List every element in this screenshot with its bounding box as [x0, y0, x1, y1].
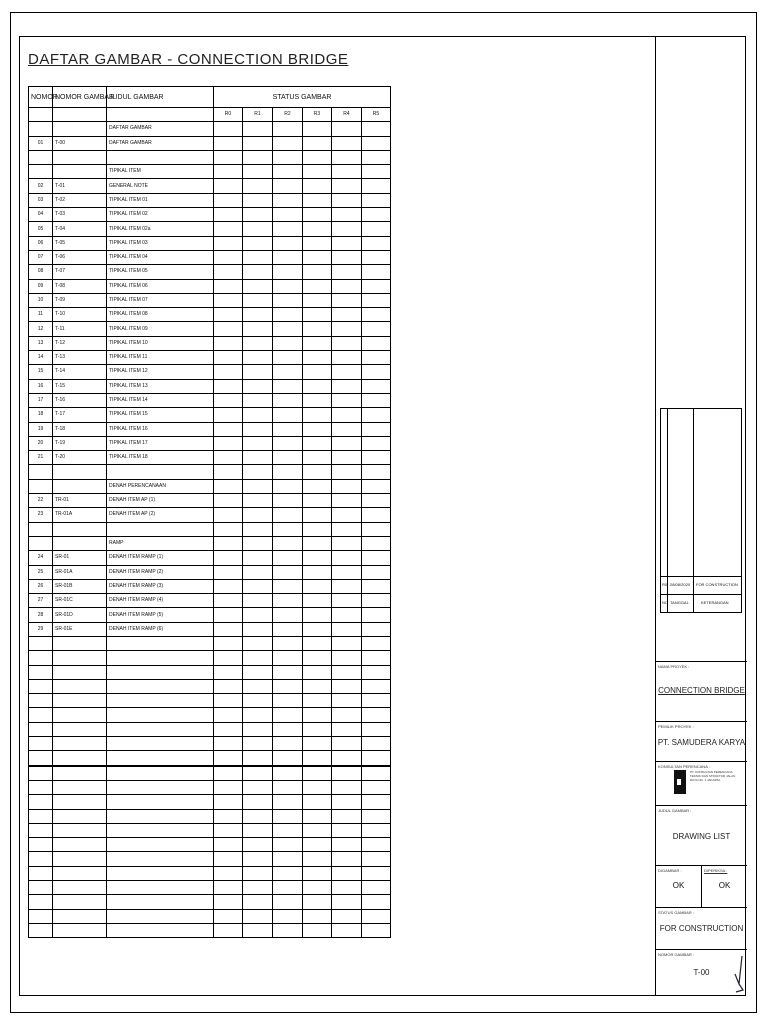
table-row [29, 193, 391, 207]
row-drawing-number: SR-01 [53, 551, 107, 565]
table-row [29, 579, 391, 593]
drawing-title-block [656, 805, 747, 865]
table-row [29, 708, 391, 722]
table-row [29, 737, 391, 751]
row-number: 19 [29, 422, 53, 436]
drawn-label: DIGAMBAR : [658, 868, 682, 873]
row-drawing-title: TIPIKAL ITEM 10 [107, 336, 214, 350]
drawing-title: DRAWING LIST [672, 832, 731, 841]
row-number: 26 [29, 579, 53, 593]
table-row [29, 136, 391, 150]
row-number: 25 [29, 565, 53, 579]
table-row [29, 279, 391, 293]
row-number: 08 [29, 265, 53, 279]
row-drawing-number: T-03 [53, 208, 107, 222]
status-code: R2 [273, 108, 303, 122]
table-row [29, 923, 391, 937]
row-number: 03 [29, 193, 53, 207]
table-row [29, 694, 391, 708]
header-nomor-gambar: NOMOR GAMBAR [53, 87, 107, 108]
row-number [29, 165, 53, 179]
table-row [29, 508, 391, 522]
row-drawing-number: T-07 [53, 265, 107, 279]
row-number [29, 150, 53, 164]
row-drawing-number [53, 465, 107, 479]
row-number: 13 [29, 336, 53, 350]
row-number [29, 536, 53, 550]
table-row [29, 809, 391, 823]
row-drawing-number: T-13 [53, 351, 107, 365]
row-drawing-title: TIPIKAL ITEM 04 [107, 250, 214, 264]
table-row [29, 766, 391, 781]
row-drawing-number: SR-01E [53, 622, 107, 636]
row-number [29, 479, 53, 493]
table-row [29, 608, 391, 622]
table-row [29, 651, 391, 665]
table-row [29, 665, 391, 679]
table-row [29, 494, 391, 508]
table-row [29, 365, 391, 379]
consultant-label: KONSULTAN PERENCANA : [658, 764, 710, 769]
row-drawing-number: T-04 [53, 222, 107, 236]
row-number [29, 465, 53, 479]
table-row [29, 881, 391, 895]
table-row [29, 522, 391, 536]
row-number [29, 122, 53, 136]
row-drawing-number: T-18 [53, 422, 107, 436]
consultant-block [656, 761, 747, 805]
table-row [29, 150, 391, 164]
drawing-number: T-00 [693, 968, 710, 977]
row-drawing-title [107, 522, 214, 536]
status-value: FOR CONSTRUCTION [659, 924, 744, 933]
row-drawing-number: T-15 [53, 379, 107, 393]
row-drawing-title: TIPIKAL ITEM 13 [107, 379, 214, 393]
row-drawing-title: TIPIKAL ITEM 09 [107, 322, 214, 336]
consultant-logo [674, 770, 686, 794]
row-drawing-title: RAMP [107, 536, 214, 550]
table-row [29, 436, 391, 450]
row-drawing-title: DENAH ITEM RAMP (2) [107, 565, 214, 579]
drawn-value: OK [672, 881, 685, 890]
row-number: 01 [29, 136, 53, 150]
table-row [29, 679, 391, 693]
table-row [29, 536, 391, 550]
row-drawing-number: TR-01 [53, 494, 107, 508]
table-row [29, 250, 391, 264]
row-drawing-number: SR-01B [53, 579, 107, 593]
table-row [29, 795, 391, 809]
row-drawing-number: T-08 [53, 279, 107, 293]
row-drawing-number: T-00 [53, 136, 107, 150]
rev-no-header: NO [662, 600, 668, 605]
owner-block [656, 721, 747, 761]
row-drawing-number: T-09 [53, 293, 107, 307]
rev-desc-header: KETERANGAN [701, 600, 729, 605]
row-drawing-title: DENAH ITEM RAMP (4) [107, 594, 214, 608]
table-row [29, 636, 391, 650]
checked-label: DIPERIKSA : [704, 868, 728, 873]
table-row [29, 222, 391, 236]
row-number: 23 [29, 508, 53, 522]
row-drawing-number: T-05 [53, 236, 107, 250]
row-drawing-number: SR-01C [53, 594, 107, 608]
row-drawing-number [53, 165, 107, 179]
row-number: 12 [29, 322, 53, 336]
row-drawing-title: DENAH ITEM AP (1) [107, 494, 214, 508]
row-drawing-title: DENAH ITEM RAMP (3) [107, 579, 214, 593]
drawn-checked-block [656, 865, 747, 907]
owner-name: PT. SAMUDERA KARYA [657, 738, 746, 747]
row-drawing-title [107, 465, 214, 479]
row-drawing-number: T-06 [53, 250, 107, 264]
row-drawing-title: TIPIKAL ITEM 18 [107, 451, 214, 465]
row-drawing-title: TIPIKAL ITEM 17 [107, 436, 214, 450]
table-row [29, 122, 391, 136]
status-block [656, 907, 747, 949]
table-row [29, 594, 391, 608]
row-number: 11 [29, 308, 53, 322]
row-number: 18 [29, 408, 53, 422]
row-drawing-number: T-20 [53, 451, 107, 465]
row-drawing-number: T-19 [53, 436, 107, 450]
signature-icon [733, 954, 745, 996]
table-row [29, 265, 391, 279]
row-drawing-number [53, 479, 107, 493]
row-drawing-title: TIPIKAL ITEM 07 [107, 293, 214, 307]
status-code: R5 [362, 108, 391, 122]
row-drawing-number [53, 150, 107, 164]
table-row [29, 293, 391, 307]
row-number: 09 [29, 279, 53, 293]
row-drawing-title: TIPIKAL ITEM 05 [107, 265, 214, 279]
row-drawing-title: DAFTAR GAMBAR [107, 122, 214, 136]
row-drawing-number: SR-01A [53, 565, 107, 579]
table-row [29, 379, 391, 393]
number-label: NOMOR GAMBAR : [658, 952, 695, 957]
row-drawing-title: TIPIKAL ITEM 15 [107, 408, 214, 422]
table-row [29, 823, 391, 837]
row-number: 14 [29, 351, 53, 365]
status-code: R4 [332, 108, 362, 122]
row-drawing-title: TIPIKAL ITEM 12 [107, 365, 214, 379]
table-row [29, 780, 391, 794]
row-drawing-title [107, 150, 214, 164]
table-row [29, 336, 391, 350]
table-row [29, 479, 391, 493]
row-number: 16 [29, 379, 53, 393]
header-judul-gambar: JUDUL GAMBAR [107, 87, 214, 108]
consultant-text: PT. KONSULTAN PERENCANA TEKNIK DAN STRUKTUR JALAN RAYA NO. 1 JAKARTA [690, 770, 736, 782]
revision-table [660, 408, 742, 613]
row-drawing-title: TIPIKAL ITEM 06 [107, 279, 214, 293]
row-drawing-number: T-10 [53, 308, 107, 322]
table-row [29, 236, 391, 250]
row-number: 29 [29, 622, 53, 636]
row-drawing-number: T-01 [53, 179, 107, 193]
row-number: 02 [29, 179, 53, 193]
row-number: 05 [29, 222, 53, 236]
row-drawing-title: TIPIKAL ITEM 16 [107, 422, 214, 436]
table-row [29, 622, 391, 636]
row-drawing-title: DENAH ITEM RAMP (1) [107, 551, 214, 565]
row-drawing-number [53, 122, 107, 136]
row-drawing-title: DAFTAR GAMBAR [107, 136, 214, 150]
row-drawing-number: T-14 [53, 365, 107, 379]
row-number: 15 [29, 365, 53, 379]
number-block [656, 949, 747, 997]
table-row [29, 465, 391, 479]
table-row [29, 322, 391, 336]
checked-value: OK [718, 881, 731, 890]
row-drawing-number [53, 536, 107, 550]
rev-desc: FOR CONSTRUCTION [696, 582, 738, 587]
row-number: 06 [29, 236, 53, 250]
row-drawing-title: TIPIKAL ITEM 02a [107, 222, 214, 236]
row-number [29, 522, 53, 536]
row-number: 10 [29, 293, 53, 307]
row-drawing-number: T-17 [53, 408, 107, 422]
row-drawing-title: GENERAL NOTE [107, 179, 214, 193]
project-name: CONNECTION BRIDGE [658, 686, 745, 695]
table-row [29, 308, 391, 322]
header-status-gambar: STATUS GAMBAR [214, 87, 391, 108]
row-number: 24 [29, 551, 53, 565]
row-number: 07 [29, 250, 53, 264]
row-drawing-title: DENAH ITEM RAMP (6) [107, 622, 214, 636]
rev-no: R0 [662, 582, 668, 587]
table-row [29, 408, 391, 422]
table-row [29, 451, 391, 465]
row-drawing-title: TIPIKAL ITEM [107, 165, 214, 179]
row-drawing-title: DENAH PERENCANAAN [107, 479, 214, 493]
row-drawing-title: DENAH ITEM RAMP (5) [107, 608, 214, 622]
header-nomor: NOMOR [29, 87, 53, 108]
rev-date-header: TANGGAL [670, 600, 689, 605]
row-number: 28 [29, 608, 53, 622]
table-row [29, 895, 391, 909]
status-label: STATUS GAMBAR : [658, 910, 694, 915]
table-row [29, 351, 391, 365]
row-number: 04 [29, 208, 53, 222]
table-row [29, 866, 391, 880]
table-row [29, 208, 391, 222]
row-drawing-number [53, 522, 107, 536]
row-drawing-title: TIPIKAL ITEM 14 [107, 393, 214, 407]
table-row [29, 852, 391, 866]
row-number: 22 [29, 494, 53, 508]
drawing-title-label: JUDUL GAMBAR : [658, 808, 692, 813]
table-row [29, 838, 391, 852]
row-drawing-title: TIPIKAL ITEM 01 [107, 193, 214, 207]
owner-label: PEMILIK PROYEK : [658, 724, 694, 729]
project-block [656, 661, 747, 721]
row-number: 21 [29, 451, 53, 465]
row-drawing-number: TR-01A [53, 508, 107, 522]
row-number: 27 [29, 594, 53, 608]
row-drawing-number: T-02 [53, 193, 107, 207]
table-row [29, 422, 391, 436]
table-row [29, 165, 391, 179]
status-code: R1 [243, 108, 273, 122]
table-row [29, 909, 391, 923]
table-row [29, 722, 391, 736]
row-drawing-number: T-11 [53, 322, 107, 336]
rev-date: 28/08/2020 [670, 582, 691, 587]
row-drawing-number: T-16 [53, 393, 107, 407]
row-drawing-title: TIPIKAL ITEM 11 [107, 351, 214, 365]
row-drawing-title: DENAH ITEM AP (2) [107, 508, 214, 522]
table-row [29, 551, 391, 565]
row-drawing-title: TIPIKAL ITEM 08 [107, 308, 214, 322]
drawing-list-table [28, 86, 391, 938]
table-row [29, 393, 391, 407]
drawing-sheet [19, 36, 746, 996]
row-drawing-number: SR-01D [53, 608, 107, 622]
row-drawing-number: T-12 [53, 336, 107, 350]
row-number: 17 [29, 393, 53, 407]
row-number: 20 [29, 436, 53, 450]
table-row [29, 179, 391, 193]
table-row [29, 751, 391, 766]
drawing-list-area [20, 37, 656, 995]
project-label: NAMA PROYEK : [658, 664, 690, 669]
sheet-title: DAFTAR GAMBAR - CONNECTION BRIDGE [28, 51, 349, 68]
status-code: R3 [303, 108, 332, 122]
row-drawing-title: TIPIKAL ITEM 02 [107, 208, 214, 222]
row-drawing-title: TIPIKAL ITEM 03 [107, 236, 214, 250]
table-row [29, 565, 391, 579]
title-block [656, 37, 747, 995]
status-code: R0 [214, 108, 243, 122]
